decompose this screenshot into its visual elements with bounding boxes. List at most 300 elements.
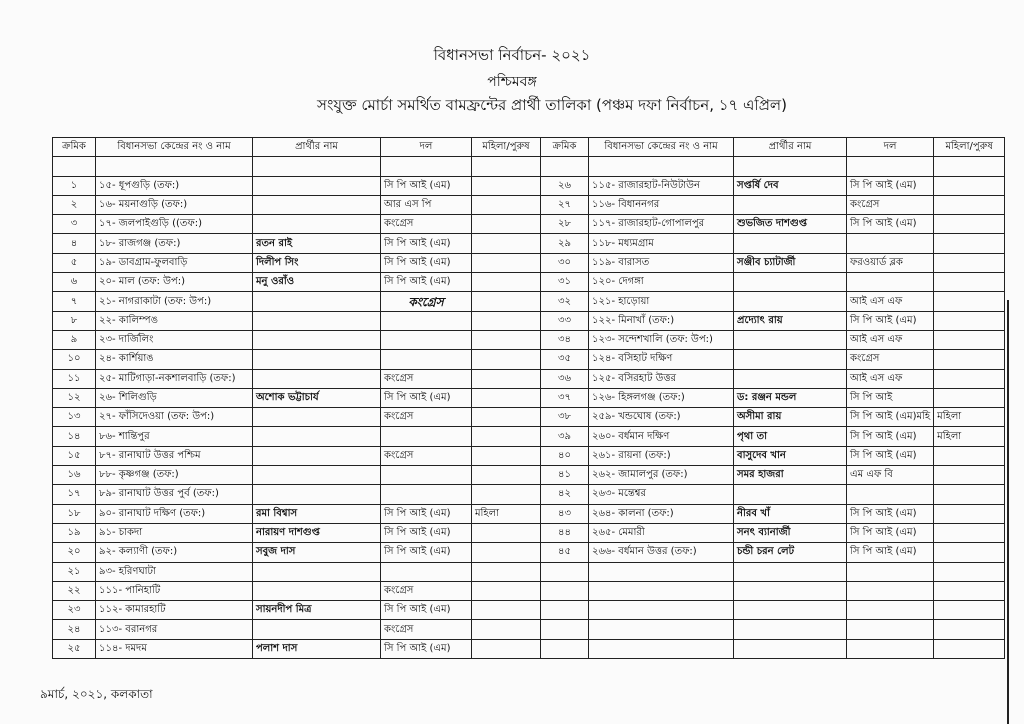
candidate-cell bbox=[253, 369, 381, 388]
party-cell: কংগ্রেস bbox=[847, 195, 934, 214]
scan-edge-line bbox=[1007, 300, 1009, 724]
candidate-cell bbox=[253, 581, 381, 600]
serial-cell: ১১ bbox=[53, 369, 96, 388]
table-row bbox=[541, 330, 1005, 349]
serial-cell: ১৯ bbox=[53, 523, 96, 542]
col-header-serial: ক্রমিক bbox=[541, 138, 589, 157]
constituency-cell: ১২৩- সন্দেশখালি (তফ: উপ:) bbox=[589, 330, 734, 349]
gender-cell: মহিলা bbox=[934, 427, 1005, 446]
candidate-cell: চন্ডী চরন লেট bbox=[734, 543, 847, 562]
party-cell: কংগ্রেস bbox=[847, 350, 934, 369]
gender-cell bbox=[934, 620, 1005, 639]
constituency-cell: ১২১- হাড়োয়া bbox=[589, 292, 734, 311]
table-row bbox=[53, 408, 541, 427]
gender-cell bbox=[472, 408, 541, 427]
col-header-constituency: বিধানসভা কেন্দ্রের নং ও নাম bbox=[96, 138, 253, 157]
table-row bbox=[53, 273, 541, 292]
table-row bbox=[53, 581, 541, 600]
party-cell: সি পি আই (এম) bbox=[381, 504, 472, 523]
constituency-cell: ২৫৯- খন্ডঘোষ (তফ:) bbox=[589, 408, 734, 427]
col-header-gender: মহিলা/পুরুষ bbox=[934, 138, 1005, 157]
party-cell bbox=[381, 427, 472, 446]
gender-cell bbox=[934, 504, 1005, 523]
constituency-cell: ১৫- ধূপগুড়ি (তফ:) bbox=[96, 176, 253, 195]
serial-cell: ৯ bbox=[53, 330, 96, 349]
candidate-cell: অশোক ভট্টাচার্য bbox=[253, 388, 381, 407]
candidate-cell: পলাশ দাস bbox=[253, 639, 381, 658]
serial-cell: ৩৪ bbox=[541, 330, 589, 349]
gender-cell bbox=[934, 273, 1005, 292]
candidate-cell: নীরব খাঁ bbox=[734, 504, 847, 523]
table-row bbox=[53, 388, 541, 407]
party-cell: সি পি আই (এম) bbox=[847, 176, 934, 195]
party-cell: সি পি আই (এম) bbox=[847, 446, 934, 465]
gender-cell bbox=[934, 562, 1005, 581]
document-subtitle: সংযুক্ত মোর্চা সমর্থিত বামফ্রন্টের প্রার্থী তালিকা (পঞ্চম দফা নির্বাচন, ১৭ এপ্রিল) bbox=[317, 96, 787, 114]
candidate-cell bbox=[253, 427, 381, 446]
col-header-party: দল bbox=[847, 138, 934, 157]
candidate-cell bbox=[253, 485, 381, 504]
col-header-candidate: প্রার্থীর নাম bbox=[734, 138, 847, 157]
table-row bbox=[541, 446, 1005, 465]
gender-cell bbox=[472, 523, 541, 542]
serial-cell: ৪ bbox=[53, 234, 96, 253]
party-cell: সি পি আই (এম) bbox=[847, 427, 934, 446]
constituency-cell: ১৮- রাজগঞ্জ (তফ:) bbox=[96, 234, 253, 253]
candidate-cell bbox=[734, 581, 847, 600]
constituency-cell: ১১৭- রাজারহাট-গোপালপুর bbox=[589, 215, 734, 234]
gender-cell: মহিলা bbox=[934, 408, 1005, 427]
document-title: বিধানসভা নির্বাচন- ২০২১ bbox=[433, 46, 591, 64]
serial-cell: ১৮ bbox=[53, 504, 96, 523]
party-cell bbox=[381, 311, 472, 330]
party-cell: কংগ্রেস bbox=[381, 408, 472, 427]
table-row bbox=[541, 253, 1005, 272]
constituency-cell: ১৭- জলপাইগুড়ি ((তফ:) bbox=[96, 215, 253, 234]
serial-cell: ২৬ bbox=[541, 176, 589, 195]
constituency-cell: ১২৪- বসিহাট দক্ষিণ bbox=[589, 350, 734, 369]
party-cell bbox=[847, 485, 934, 504]
constituency-cell: ১২২- মিনাখাঁ (তফ:) bbox=[589, 311, 734, 330]
party-cell bbox=[847, 234, 934, 253]
constituency-cell bbox=[589, 562, 734, 581]
party-cell: এম এফ বি bbox=[847, 466, 934, 485]
document-state: পশ্চিমবঙ্গ bbox=[487, 74, 537, 90]
candidate-cell bbox=[734, 620, 847, 639]
serial-cell: ৭ bbox=[53, 292, 96, 311]
serial-cell: ১৪ bbox=[53, 427, 96, 446]
table-row bbox=[541, 234, 1005, 253]
party-cell bbox=[847, 273, 934, 292]
party-cell: আই এস এফ bbox=[847, 330, 934, 349]
gender-cell bbox=[472, 195, 541, 214]
candidate-cell bbox=[734, 292, 847, 311]
table-row bbox=[53, 620, 541, 639]
serial-cell: ২২ bbox=[53, 581, 96, 600]
table-header-row bbox=[541, 138, 1005, 157]
table-row bbox=[541, 543, 1005, 562]
serial-cell bbox=[541, 639, 589, 658]
constituency-cell: ১২০- দেগঙ্গা bbox=[589, 273, 734, 292]
col-header-gender: মহিলা/পুরুষ bbox=[472, 138, 541, 157]
candidate-cell bbox=[253, 620, 381, 639]
gender-cell bbox=[934, 601, 1005, 620]
table-row bbox=[541, 504, 1005, 523]
candidate-cell: অসীমা রায় bbox=[734, 408, 847, 427]
party-cell: সি পি আই (এম) bbox=[381, 543, 472, 562]
gender-cell bbox=[472, 601, 541, 620]
party-cell bbox=[847, 620, 934, 639]
gender-cell bbox=[472, 176, 541, 195]
gender-cell bbox=[934, 215, 1005, 234]
party-cell: সি পি আই bbox=[847, 388, 934, 407]
candidate-cell: সনৎ ব্যানার্জী bbox=[734, 523, 847, 542]
constituency-cell: ২০- মাল (তফ: উপ:) bbox=[96, 273, 253, 292]
candidate-table-right bbox=[540, 137, 1005, 659]
serial-cell: ৮ bbox=[53, 311, 96, 330]
serial-cell: ২৯ bbox=[541, 234, 589, 253]
constituency-cell: ২৬৬- বর্ধমান উত্তর (তফ:) bbox=[589, 543, 734, 562]
table-row bbox=[53, 639, 541, 658]
gender-cell bbox=[472, 330, 541, 349]
candidate-cell: সমর হাজরা bbox=[734, 466, 847, 485]
serial-cell: ৩ bbox=[53, 215, 96, 234]
gender-cell bbox=[934, 388, 1005, 407]
candidate-cell bbox=[253, 466, 381, 485]
table-row bbox=[541, 273, 1005, 292]
candidate-cell bbox=[734, 195, 847, 214]
table-row bbox=[541, 388, 1005, 407]
party-cell: সি পি আই (এম) bbox=[381, 601, 472, 620]
serial-cell: ২৩ bbox=[53, 601, 96, 620]
gender-cell bbox=[472, 466, 541, 485]
candidate-cell: প্রদ্যোৎ রায় bbox=[734, 311, 847, 330]
blank-row bbox=[53, 157, 541, 176]
footer-date-place: ৯মার্চ, ২০২১, কলকাতা bbox=[40, 687, 153, 701]
gender-cell bbox=[472, 446, 541, 465]
gender-cell bbox=[934, 176, 1005, 195]
constituency-cell: ১১৬- বিধাননগর bbox=[589, 195, 734, 214]
table-row bbox=[53, 504, 541, 523]
candidate-cell bbox=[734, 234, 847, 253]
gender-cell bbox=[472, 253, 541, 272]
serial-cell bbox=[541, 620, 589, 639]
candidate-cell bbox=[734, 350, 847, 369]
col-header-serial: ক্রমিক bbox=[53, 138, 96, 157]
constituency-cell bbox=[589, 581, 734, 600]
serial-cell: ৪১ bbox=[541, 466, 589, 485]
constituency-cell: ৯১- চাকদা bbox=[96, 523, 253, 542]
gender-cell bbox=[472, 543, 541, 562]
table-row bbox=[53, 562, 541, 581]
candidate-cell: সঞ্জীব চ্যাটার্জী bbox=[734, 253, 847, 272]
constituency-cell bbox=[589, 601, 734, 620]
candidate-cell bbox=[734, 601, 847, 620]
table-row bbox=[541, 523, 1005, 542]
gender-cell bbox=[472, 620, 541, 639]
constituency-cell: ৮৬- শান্তিপুর bbox=[96, 427, 253, 446]
serial-cell: ২৫ bbox=[53, 639, 96, 658]
constituency-cell: ৯২- কল্যাণী (তফ:) bbox=[96, 543, 253, 562]
gender-cell bbox=[934, 311, 1005, 330]
party-cell bbox=[381, 466, 472, 485]
gender-cell bbox=[934, 523, 1005, 542]
serial-cell: ২৭ bbox=[541, 195, 589, 214]
serial-cell: ৩১ bbox=[541, 273, 589, 292]
constituency-cell: ৮৭- রানাঘাট উত্তর পশ্চিম bbox=[96, 446, 253, 465]
serial-cell: ১৬ bbox=[53, 466, 96, 485]
serial-cell: ৩৩ bbox=[541, 311, 589, 330]
serial-cell: ৩৯ bbox=[541, 427, 589, 446]
candidate-cell: দিলীপ সিং bbox=[253, 253, 381, 272]
gender-cell bbox=[472, 234, 541, 253]
table-row bbox=[53, 369, 541, 388]
candidate-cell: মনু ওরাঁও bbox=[253, 273, 381, 292]
table-row bbox=[53, 543, 541, 562]
constituency-cell: ৯৩- হরিণঘাটা bbox=[96, 562, 253, 581]
serial-cell: ৩৮ bbox=[541, 408, 589, 427]
gender-cell bbox=[472, 388, 541, 407]
constituency-cell: ১১৯- বারাসত bbox=[589, 253, 734, 272]
candidate-cell bbox=[734, 369, 847, 388]
constituency-cell: ১১৪- দমদম bbox=[96, 639, 253, 658]
table-row bbox=[541, 485, 1005, 504]
gender-cell bbox=[934, 466, 1005, 485]
constituency-cell: ১১৩- বরানগর bbox=[96, 620, 253, 639]
candidate-cell bbox=[253, 408, 381, 427]
constituency-cell: ২৫- মাটিগাড়া-নকশালবাড়ি (তফ:) bbox=[96, 369, 253, 388]
serial-cell: ৪৪ bbox=[541, 523, 589, 542]
table-row bbox=[541, 408, 1005, 427]
gender-cell: মহিলা bbox=[472, 504, 541, 523]
gender-cell bbox=[472, 350, 541, 369]
gender-cell bbox=[934, 485, 1005, 504]
party-cell: কংগ্রেস bbox=[381, 581, 472, 600]
party-cell: সি পি আই (এম) bbox=[381, 523, 472, 542]
party-cell: সি পি আই (এম) bbox=[381, 388, 472, 407]
gender-cell bbox=[472, 427, 541, 446]
constituency-cell: ১২৫- বসিরহাট উত্তর bbox=[589, 369, 734, 388]
gender-cell bbox=[472, 562, 541, 581]
constituency-cell: ২৬১- রায়না (তফ:) bbox=[589, 446, 734, 465]
constituency-cell: ২৬২- জামালপুর (তফ:) bbox=[589, 466, 734, 485]
party-cell bbox=[847, 581, 934, 600]
gender-cell bbox=[934, 581, 1005, 600]
table-row bbox=[53, 253, 541, 272]
table-header-row bbox=[53, 138, 541, 157]
party-cell: আই এস এফ bbox=[847, 369, 934, 388]
table-row bbox=[541, 466, 1005, 485]
col-header-candidate: প্রার্থীর নাম bbox=[253, 138, 381, 157]
party-cell: সি পি আই (এম) bbox=[381, 234, 472, 253]
serial-cell: ১৫ bbox=[53, 446, 96, 465]
party-cell bbox=[381, 485, 472, 504]
constituency-cell: ১১৫- রাজারহাট-নিউটাউন bbox=[589, 176, 734, 195]
serial-cell: ৩৬ bbox=[541, 369, 589, 388]
serial-cell: ৩০ bbox=[541, 253, 589, 272]
table-row bbox=[53, 234, 541, 253]
constituency-cell: ১১২- কামারহাটি bbox=[96, 601, 253, 620]
constituency-cell: ২২- কালিম্পঙ bbox=[96, 311, 253, 330]
party-cell: সি পি আই (এম) bbox=[847, 215, 934, 234]
candidate-cell bbox=[734, 562, 847, 581]
party-cell: সি পি আই (এম) bbox=[381, 273, 472, 292]
candidate-cell bbox=[253, 292, 381, 311]
party-cell: সি পি আই (এম) bbox=[847, 504, 934, 523]
party-cell: আর এস পি bbox=[381, 195, 472, 214]
constituency-cell: ২১- নাগরাকাটা (তফ: উপ:) bbox=[96, 292, 253, 311]
party-cell: কংগ্রেস bbox=[381, 215, 472, 234]
constituency-cell: ১১১- পানিহাটি bbox=[96, 581, 253, 600]
party-cell: ফরওয়ার্ড ব্লক bbox=[847, 253, 934, 272]
table-row bbox=[53, 523, 541, 542]
serial-cell: ৬ bbox=[53, 273, 96, 292]
party-cell bbox=[381, 330, 472, 349]
gender-cell bbox=[934, 330, 1005, 349]
constituency-cell: ২৩- দার্জিলিং bbox=[96, 330, 253, 349]
candidate-cell: সবুজ দাস bbox=[253, 543, 381, 562]
party-cell: কংগ্রেস bbox=[381, 446, 472, 465]
serial-cell: ২১ bbox=[53, 562, 96, 581]
party-cell bbox=[847, 601, 934, 620]
candidate-cell: রতন রাই bbox=[253, 234, 381, 253]
blank-row bbox=[541, 157, 1005, 176]
candidate-cell: রমা বিশ্বাস bbox=[253, 504, 381, 523]
table-row bbox=[541, 581, 1005, 600]
party-cell: আই এস এফ bbox=[847, 292, 934, 311]
serial-cell: ১ bbox=[53, 176, 96, 195]
constituency-cell: ৮৮- কৃষ্ণগঞ্জ (তফ:) bbox=[96, 466, 253, 485]
candidate-cell bbox=[253, 446, 381, 465]
party-cell bbox=[381, 562, 472, 581]
constituency-cell bbox=[589, 639, 734, 658]
gender-cell bbox=[934, 195, 1005, 214]
candidate-cell bbox=[734, 330, 847, 349]
serial-cell: ৪৫ bbox=[541, 543, 589, 562]
candidate-cell bbox=[734, 485, 847, 504]
gender-cell bbox=[472, 273, 541, 292]
party-cell: সি পি আই (এম) bbox=[381, 176, 472, 195]
table-row bbox=[541, 350, 1005, 369]
table-row bbox=[541, 639, 1005, 658]
party-cell: সি পি আই (এম) bbox=[381, 639, 472, 658]
gender-cell bbox=[472, 581, 541, 600]
constituency-cell: ১১৮- মধ্যমগ্রাম bbox=[589, 234, 734, 253]
gender-cell bbox=[934, 253, 1005, 272]
gender-cell bbox=[934, 350, 1005, 369]
col-header-party: দল bbox=[381, 138, 472, 157]
candidate-cell bbox=[253, 350, 381, 369]
candidate-cell bbox=[734, 639, 847, 658]
serial-cell: ১০ bbox=[53, 350, 96, 369]
serial-cell: ১৩ bbox=[53, 408, 96, 427]
candidate-cell bbox=[253, 330, 381, 349]
constituency-cell: ২৭- ফাঁসিদেওয়া (তফ: উপ:) bbox=[96, 408, 253, 427]
candidate-cell: বাসুদেব খান bbox=[734, 446, 847, 465]
party-cell: সি পি আই (এম) bbox=[847, 523, 934, 542]
serial-cell bbox=[541, 581, 589, 600]
table-row bbox=[541, 369, 1005, 388]
table-row bbox=[541, 601, 1005, 620]
constituency-cell: ১৬- ময়নাগুড়ি (তফ:) bbox=[96, 195, 253, 214]
party-cell: সি পি আই (এম) bbox=[847, 311, 934, 330]
gender-cell bbox=[472, 369, 541, 388]
serial-cell: ২ bbox=[53, 195, 96, 214]
constituency-cell: ২৬৫- মেমারী bbox=[589, 523, 734, 542]
candidate-table-left bbox=[52, 137, 541, 659]
candidate-cell: সায়নদীপ মিত্র bbox=[253, 601, 381, 620]
table-row bbox=[53, 350, 541, 369]
constituency-cell: ১৯- ডাবগ্রাম-ফুলবাড়ি bbox=[96, 253, 253, 272]
gender-cell bbox=[472, 639, 541, 658]
candidate-cell bbox=[253, 215, 381, 234]
table-row bbox=[53, 485, 541, 504]
gender-cell bbox=[934, 292, 1005, 311]
constituency-cell bbox=[589, 620, 734, 639]
gender-cell bbox=[472, 485, 541, 504]
candidate-cell bbox=[253, 195, 381, 214]
gender-cell bbox=[472, 215, 541, 234]
serial-cell: ৩৫ bbox=[541, 350, 589, 369]
gender-cell bbox=[934, 446, 1005, 465]
candidate-cell bbox=[253, 176, 381, 195]
table-row bbox=[53, 176, 541, 195]
serial-cell: ৪২ bbox=[541, 485, 589, 504]
party-cell: কংগ্রেস bbox=[381, 369, 472, 388]
table-row bbox=[541, 562, 1005, 581]
constituency-cell: ২৬৩- মন্তেশ্বর bbox=[589, 485, 734, 504]
candidate-cell: পৃথা তা bbox=[734, 427, 847, 446]
candidate-cell bbox=[734, 273, 847, 292]
candidate-cell: শুভজিত দাশগুপ্ত bbox=[734, 215, 847, 234]
table-row bbox=[53, 311, 541, 330]
party-cell: সি পি আই (এম) bbox=[381, 253, 472, 272]
table-row bbox=[53, 446, 541, 465]
constituency-cell: ৮৯- রানাঘাট উত্তর পুর্ব (তফ:) bbox=[96, 485, 253, 504]
table-row bbox=[541, 195, 1005, 214]
table-row bbox=[541, 311, 1005, 330]
party-cell: সি পি আই (এম) bbox=[847, 543, 934, 562]
serial-cell: ৩৭ bbox=[541, 388, 589, 407]
table-row bbox=[541, 215, 1005, 234]
candidate-cell: নারায়ণ দাশগুপ্ত bbox=[253, 523, 381, 542]
serial-cell: ২৮ bbox=[541, 215, 589, 234]
gender-cell bbox=[934, 543, 1005, 562]
serial-cell: ৩২ bbox=[541, 292, 589, 311]
constituency-cell: ১২৬- হিঙ্গলগঞ্জ (তফ:) bbox=[589, 388, 734, 407]
constituency-cell: ২৪- কার্শিয়াঙ bbox=[96, 350, 253, 369]
party-cell: কংগ্রেস bbox=[381, 620, 472, 639]
table-row bbox=[53, 195, 541, 214]
col-header-constituency: বিধানসভা কেন্দ্রের নং ও নাম bbox=[589, 138, 734, 157]
serial-cell: ৪৩ bbox=[541, 504, 589, 523]
constituency-cell: ২৬- শিলিগুড়ি bbox=[96, 388, 253, 407]
constituency-cell: ৯০- রানাঘাট দক্ষিণ (তফ:) bbox=[96, 504, 253, 523]
serial-cell: ৪০ bbox=[541, 446, 589, 465]
serial-cell: ১৭ bbox=[53, 485, 96, 504]
serial-cell bbox=[541, 601, 589, 620]
table-row bbox=[53, 292, 541, 311]
table-row bbox=[541, 427, 1005, 446]
table-row bbox=[53, 466, 541, 485]
constituency-cell: ২৬৪- কালনা (তফ:) bbox=[589, 504, 734, 523]
table-row bbox=[53, 330, 541, 349]
serial-cell: ২০ bbox=[53, 543, 96, 562]
table-row bbox=[53, 601, 541, 620]
gender-cell bbox=[934, 369, 1005, 388]
party-cell bbox=[381, 350, 472, 369]
party-cell: সি পি আই (এম)মহি bbox=[847, 408, 934, 427]
